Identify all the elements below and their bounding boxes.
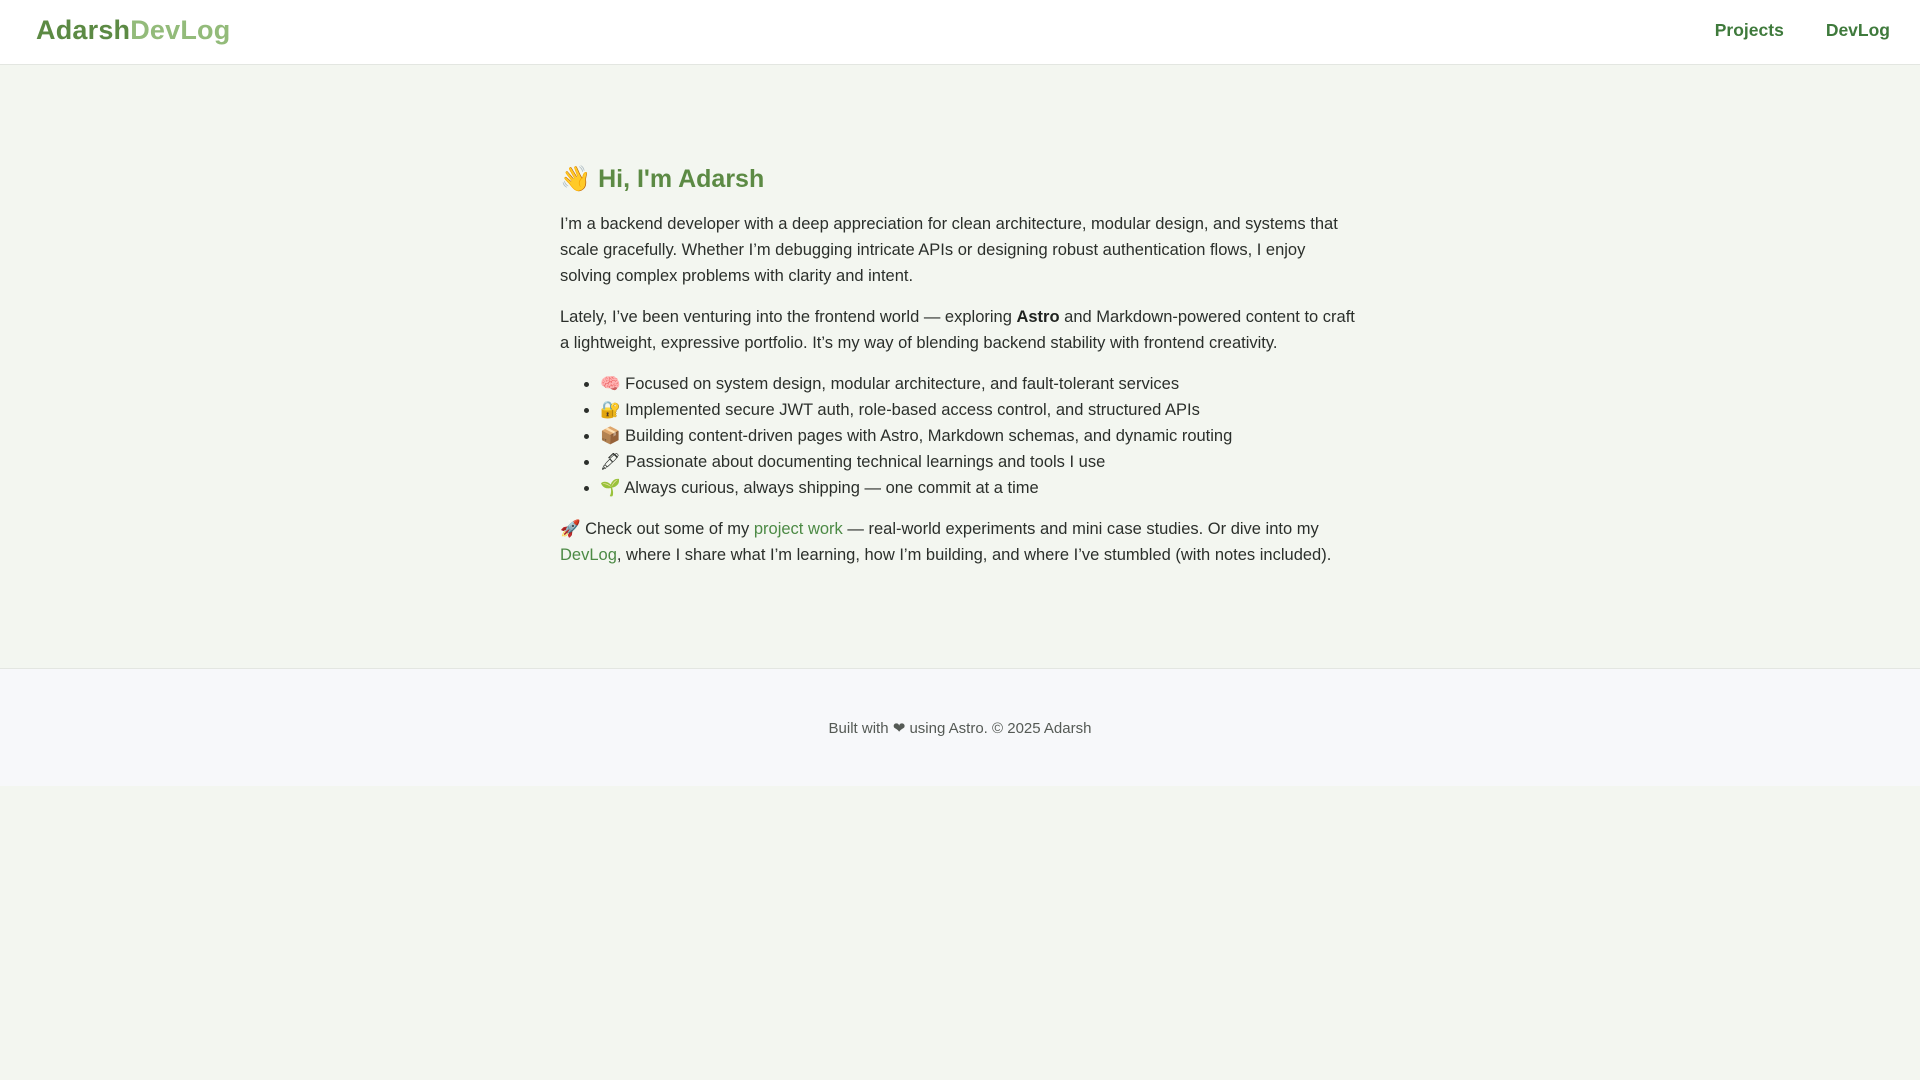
closing-text-before: 🚀 Check out some of my (560, 520, 754, 538)
paragraph2-text-after: and Markdown-powered content to craft a lightweight, expressive portfolio. It’s my way of blending backend stability with frontend creativity. (560, 308, 1355, 352)
project-work-link[interactable]: project work (753, 520, 843, 538)
nav-projects-link[interactable]: Projects (1714, 20, 1784, 40)
paragraph2-text-before: Lately, I’ve been venturing into the frontend world — exploring (560, 308, 1017, 326)
closing-text-after: , where I share what I’m learning, how I’m building, and where I’ve stumbled (with notes included). (616, 546, 1332, 564)
main-nav (1715, 20, 1890, 41)
intro-paragraph-1: I’m a backend developer with a deep appreciation for clean architecture, modular design, and systems that scale gracefully. Whether I’m debugging intricate APIs or designing robust authentication flows, I enjoy solving complex problems with clarity and intent. (560, 215, 1338, 285)
footer-credits: Built with ❤ using Astro. © 2025 Adarsh (828, 720, 1092, 737)
brand-logo-link[interactable] (36, 15, 230, 46)
astro-highlight: Astro (1016, 308, 1060, 326)
closing-text-middle: — real-world experiments and mini case studies. Or dive into my (842, 520, 1319, 538)
highlights-list (560, 371, 1360, 501)
intro-section (560, 163, 1360, 568)
intro-paragraph-2 (560, 304, 1360, 356)
site-footer (0, 668, 1920, 786)
site-header (0, 0, 1920, 65)
main-content (0, 65, 1920, 668)
list-item: • 📦 Building content-driven pages with Astro, Markdown schemas, and dynamic routing (600, 423, 1360, 449)
nav-devlog-link[interactable]: DevLog (1825, 20, 1890, 40)
page-background (0, 786, 1920, 1080)
closing-paragraph (560, 516, 1360, 568)
list-item: • 🧠 Focused on system design, modular architecture, and fault-tolerant services (600, 371, 1360, 397)
list-item: • 🌱 Always curious, always shipping — one commit at a time (600, 475, 1360, 501)
brand-name-part1: Adarsh (36, 15, 131, 45)
list-item: • 🔐 Implemented secure JWT auth, role-based access control, and structured APIs (600, 397, 1360, 423)
greeting-heading: 👋 Hi, I'm Adarsh (560, 165, 765, 193)
list-item: • 🖋 Passionate about documenting technical learnings and tools I use (600, 449, 1360, 475)
brand-name-part2: DevLog (130, 15, 231, 45)
devlog-inline-link[interactable]: DevLog (560, 546, 617, 564)
